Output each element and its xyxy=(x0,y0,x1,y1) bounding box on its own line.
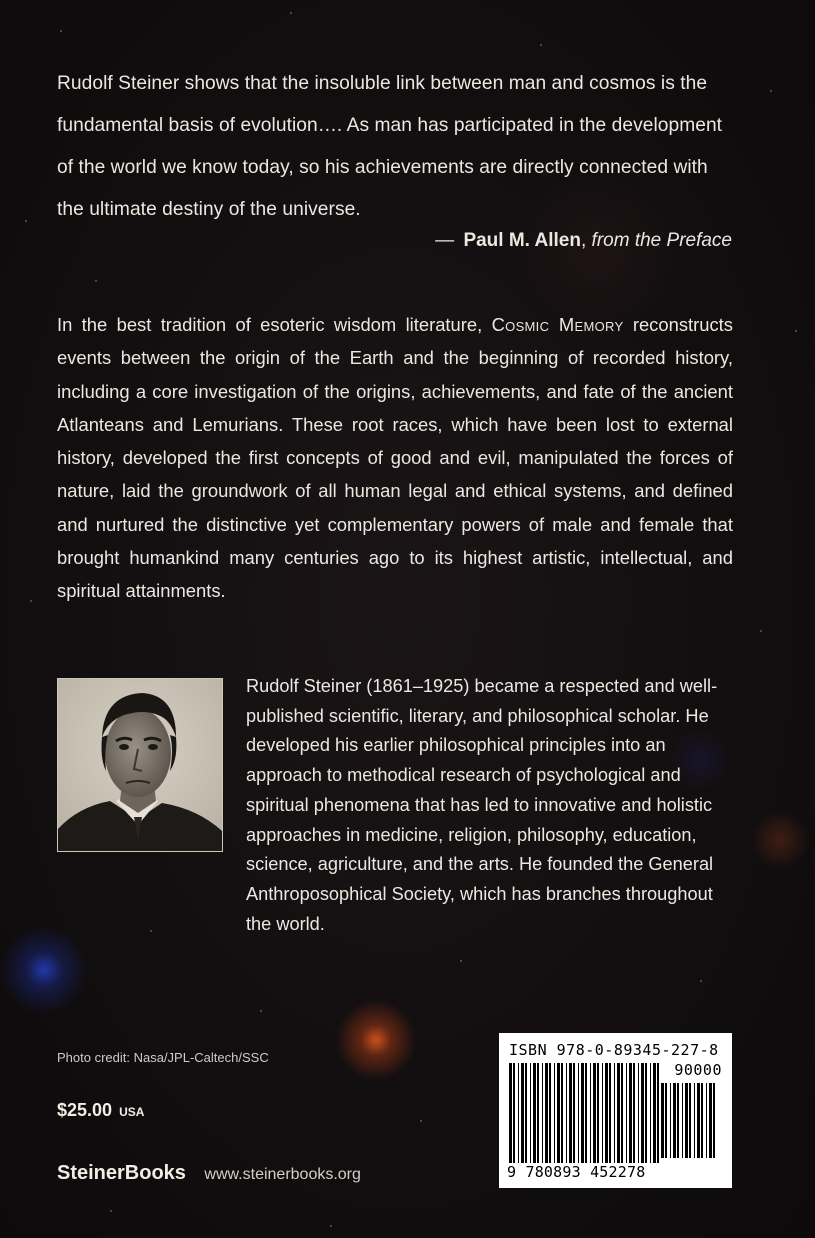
barcode-bar xyxy=(545,1063,548,1163)
publisher-url: www.steinerbooks.org xyxy=(204,1166,361,1183)
price-currency: USA xyxy=(119,1105,145,1119)
barcode-bar xyxy=(713,1083,715,1158)
publisher-name: SteinerBooks xyxy=(57,1162,186,1184)
author-bio xyxy=(246,672,734,939)
barcode-bar xyxy=(566,1063,567,1163)
barcode-bar xyxy=(593,1063,596,1163)
barcode-bar xyxy=(629,1063,632,1163)
isbn-label: ISBN 978-0-89345-227-8 xyxy=(509,1041,719,1059)
barcode-bar xyxy=(537,1063,539,1163)
barcode-bar xyxy=(609,1063,611,1163)
barcode-bar xyxy=(557,1063,560,1163)
attribution-dash: — xyxy=(435,230,455,251)
barcode-bar xyxy=(657,1063,659,1163)
barcode-bar xyxy=(653,1063,656,1163)
attribution-author: Paul M. Allen xyxy=(463,230,581,251)
barcode-bar xyxy=(614,1063,615,1163)
barcode-bar xyxy=(513,1063,515,1163)
barcode-bar xyxy=(602,1063,603,1163)
barcode-bar xyxy=(673,1083,676,1158)
barcode-digits: 9 780893 452278 xyxy=(507,1163,646,1181)
preface-quote xyxy=(57,63,733,231)
barcode-bar xyxy=(569,1063,572,1163)
book-title: Cosmic Memory xyxy=(491,314,624,335)
barcode-bar xyxy=(694,1083,695,1158)
barcode-bar xyxy=(590,1063,591,1163)
barcode-bar xyxy=(549,1063,551,1163)
barcode-bar xyxy=(573,1063,575,1163)
barcode-bar xyxy=(605,1063,608,1163)
barcode-bar xyxy=(633,1063,635,1163)
barcode-bar xyxy=(578,1063,579,1163)
barcode-bar xyxy=(645,1063,647,1163)
price-amount: $25.00 xyxy=(57,1100,113,1120)
barcode-bar xyxy=(585,1063,587,1163)
barcode-bar xyxy=(697,1083,700,1158)
barcode-bar xyxy=(542,1063,543,1163)
description-body: reconstructs events between the origin of the Earth and the beginning of recorded history, including a core investigation of the origins, achievements, and fate of the ancient Atlanteans and Lemurians. These root races, which have been lost to external history, developed the first concepts of good and evil, manipulated the forces of nature, laid the groundwork of all human legal and ethical systems, and defined and nurtured the distinctive yet complementary powers of male and female that brought humankind many centuries ago to its highest artistic, intellectual, and spiritual attainments. xyxy=(57,314,733,602)
barcode-bar xyxy=(525,1063,527,1163)
barcode-bar xyxy=(554,1063,555,1163)
price-barcode-bars xyxy=(661,1083,721,1158)
price xyxy=(57,1100,144,1121)
barcode-bar xyxy=(701,1083,703,1158)
barcode-bar xyxy=(661,1083,664,1158)
barcode-bar xyxy=(626,1063,627,1163)
barcode-bar xyxy=(650,1063,651,1163)
publisher-line xyxy=(57,1162,361,1185)
barcode-bar xyxy=(581,1063,584,1163)
isbn-barcode xyxy=(499,1033,732,1188)
barcode-bar xyxy=(530,1063,531,1163)
barcode-bar xyxy=(670,1083,671,1158)
author-portrait xyxy=(57,678,223,852)
barcode-bar xyxy=(709,1083,712,1158)
quote-text: Rudolf Steiner shows that the insoluble link between man and cosmos is the fundamental basis of evolution…. As man has participated in the development of the world we know today, so his achievements are directly connected with the ultimate destiny of the universe. xyxy=(57,73,723,220)
barcode-bar xyxy=(689,1083,691,1158)
barcode-price-code: 90000 xyxy=(674,1061,722,1079)
photo-credit: Photo credit: Nasa/JPL-Caltech/SSC xyxy=(57,1050,269,1065)
portrait-image xyxy=(58,679,222,851)
attribution-comma: , xyxy=(580,230,592,251)
attribution-source: from the Preface xyxy=(591,230,732,251)
barcode-bar xyxy=(665,1083,667,1158)
quote-attribution xyxy=(435,224,732,258)
barcode-bar xyxy=(561,1063,563,1163)
barcode-bar xyxy=(641,1063,644,1163)
barcode-bar xyxy=(638,1063,639,1163)
barcode-bar xyxy=(621,1063,623,1163)
barcode-bar xyxy=(677,1083,679,1158)
barcode-bar xyxy=(682,1083,683,1158)
barcode-bar xyxy=(509,1063,512,1163)
barcode-bar xyxy=(685,1083,688,1158)
book-description xyxy=(57,308,733,608)
barcode-bar xyxy=(518,1063,519,1163)
barcode-bar xyxy=(597,1063,599,1163)
barcode-bar xyxy=(617,1063,620,1163)
barcode-bars xyxy=(509,1063,669,1163)
barcode-bar xyxy=(533,1063,536,1163)
barcode-bar xyxy=(521,1063,524,1163)
barcode-bar xyxy=(706,1083,707,1158)
bio-text: Rudolf Steiner (1861–1925) became a respected and well-published scientific, literary, and philosophical scholar. He developed his earlier philosophical principles into an approach to methodical research of psychological and spiritual phenomena that has led to innovative and holistic approaches in medicine, religion, philosophy, education, science, agriculture, and the arts. He founded the General Anthroposophical Society, which has branches throughout the world. xyxy=(246,676,718,934)
description-intro: In the best tradition of esoteric wisdom literature, xyxy=(57,314,492,335)
